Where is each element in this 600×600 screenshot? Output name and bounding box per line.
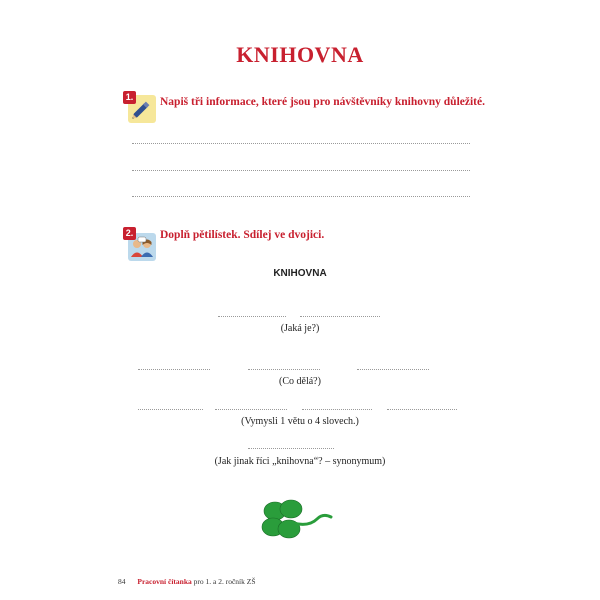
page-footer <box>118 577 256 586</box>
poem-title: KNIHOVNA <box>273 268 327 279</box>
answer-line-2[interactable] <box>132 170 470 171</box>
sentence-line-4[interactable] <box>387 409 457 410</box>
task-number-1: 1. <box>123 91 136 104</box>
synonym-line[interactable] <box>248 448 334 449</box>
adjective-line-2[interactable] <box>300 316 380 317</box>
prompt-jaka-je: (Jaká je?) <box>280 323 320 334</box>
book-title: Pracovní čítanka <box>137 577 192 586</box>
adjective-line-1[interactable] <box>218 316 286 317</box>
sentence-line-1[interactable] <box>138 409 203 410</box>
answer-line-1[interactable] <box>132 143 470 144</box>
answer-line-3[interactable] <box>132 196 470 197</box>
task-number-2: 2. <box>123 227 136 240</box>
four-leaf-clover-icon <box>259 497 339 547</box>
verb-line-2[interactable] <box>248 369 320 370</box>
prompt-synonymum: (Jak jinak říci „knihovna“? – synonymum) <box>214 456 386 467</box>
page-number: 84 <box>118 577 126 586</box>
book-subtitle: pro 1. a 2. ročník ZŠ <box>193 577 256 586</box>
sentence-line-3[interactable] <box>302 409 372 410</box>
verb-line-1[interactable] <box>138 369 210 370</box>
task-2-instruction: Doplň pětilístek. Sdílej ve dvojici. <box>160 229 325 241</box>
sentence-line-2[interactable] <box>215 409 287 410</box>
task-1-instruction: Napiš tři informace, které jsou pro návštěvníky knihovny důležité. <box>160 96 485 108</box>
page-title: KNIHOVNA <box>236 42 364 67</box>
prompt-veta: (Vymysli 1 větu o 4 slovech.) <box>241 416 359 427</box>
prompt-co-dela: (Co dělá?) <box>279 376 321 387</box>
verb-line-3[interactable] <box>357 369 429 370</box>
